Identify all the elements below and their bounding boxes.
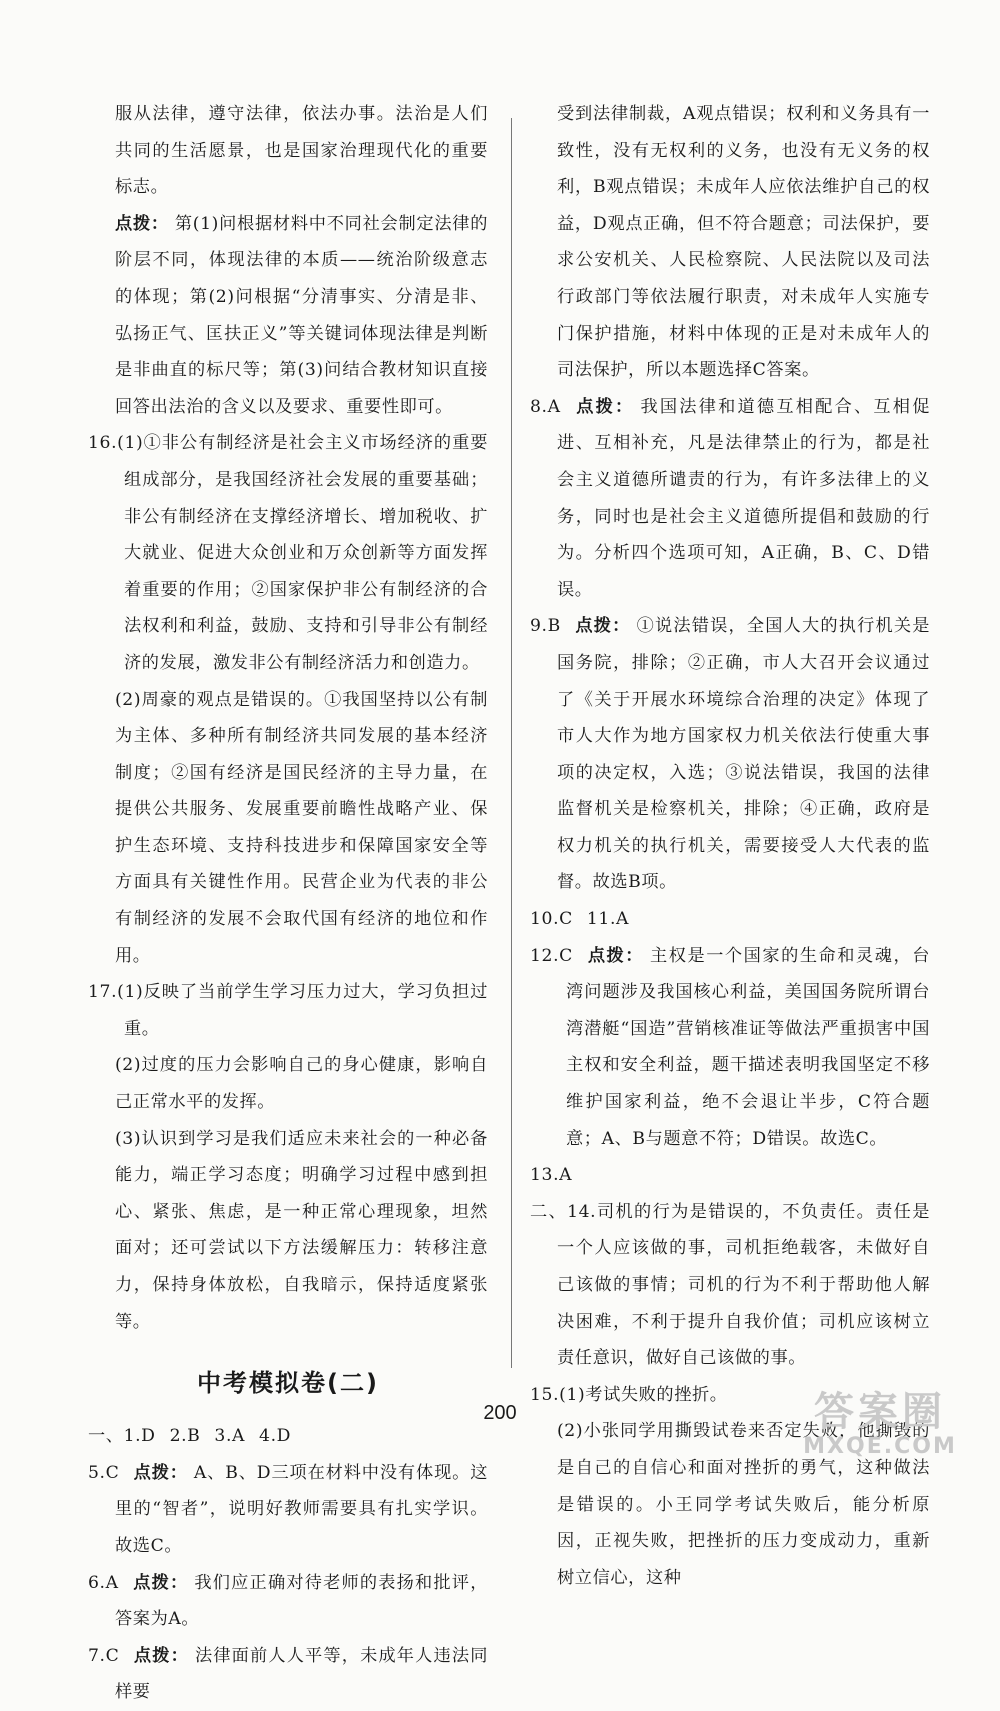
right-column (530, 96, 930, 1596)
hint-label: 点拨： (586, 945, 645, 966)
watermark-title: 答案圈 (814, 1389, 946, 1435)
answer-17-3: (3)认识到学习是我们适应未来社会的一种必备能力，端正学习态度；明确学习过程中感到担心、紧张、焦虑，是一种正常心理现象，坦然面对；还可尝试以下方法缓解压力：转移注意力，保持身体放松，自我暗示，保持适度紧张等。 (115, 1128, 488, 1332)
hint-label: 点拨： (115, 213, 169, 234)
answer-14: 二、14.司机的行为是错误的，不负责任。责任是一个人应该做的事，司机拒绝载客，未做好自己该做的事情；司机的行为不利于帮助他人解决困难，不利于提升自我价值；司机应该树立责任意识，做好自己该做的事。 (530, 1201, 930, 1369)
answer-7: 7.C 点拨： 法律面前人人平等，未成年人违法同样要 (88, 1645, 488, 1703)
hint-label: 点拨： (133, 1462, 188, 1483)
answer-16-1: 16.(1)①非公有制经济是社会主义市场经济的重要组成部分，是我国经济社会发展的重要基础；非公有制经济在支撑经济增长、增加税收、扩大就业、促进大众创业和万众创新等方面发挥着重要的作用；②国家保护非公有制经济的合法权利和利益，鼓励、支持和引导非公有制经济的发展，激发非公有制经济活力和创造力。 (88, 433, 488, 673)
answer-16-2: (2)周豪的观点是错误的。①我国坚持以公有制为主体、多种所有制经济共同发展的基本经济制度；②国有经济是国民经济的主导力量，在提供公共服务、发展重要前瞻性战略产业、保护生态环境、支持科技进步和保障国家安全等方面具有关键性作用。民营企业为代表的非公有制经济的发展不会取代国有经济的地位和作用。 (115, 689, 488, 966)
left-column (88, 96, 488, 1711)
answers-10-11: 10.C 11.A (530, 909, 630, 930)
watermark-url: MXQE.COM (803, 1434, 957, 1459)
answer-6: 6.A 点拨： 我们应正确对待老师的表扬和批评，答案为A。 (88, 1572, 488, 1630)
watermark-logo (780, 1390, 980, 1470)
continuation-text: 服从法律，遵守法律，依法办事。法治是人们共同的生活愿景，也是国家治理现代化的重要标志。 (115, 104, 488, 198)
column-divider (511, 118, 512, 1368)
hint-paragraph (88, 206, 488, 426)
answer-13: 13.A (530, 1165, 573, 1186)
answer-8: 8.A 点拨： 我国法律和道德互相配合、互相促进、互相补充，凡是法律禁止的行为，都是社会主义道德所谴责的行为，有许多法律上的义务，同时也是社会主义道德所提倡和鼓励的行为。分析四个选项可知，A正确，B、C、D错误。 (530, 396, 930, 600)
answer-9: 9.B 点拨： ①说法错误，全国人大的执行机关是国务院，排除；②正确，市人大召开会议通过了《关于开展水环境综合治理的决定》体现了市人大作为地方国家权力机关依法行使重大事项的决定权，入选；③说法错误，我国的法律监督机关是检察机关，排除；④正确，政府是权力机关的执行机关，需要接受人大代表的监督。故选B项。 (530, 616, 930, 893)
section-title: 中考模拟卷(二) (197, 1369, 379, 1398)
hint-label: 点拨： (574, 396, 635, 417)
answer-17-2: (2)过度的压力会影响自己的身心健康，影响自己正常水平的发挥。 (115, 1055, 488, 1113)
answer-15-1: 15.(1)考试失败的挫折。 (530, 1384, 728, 1405)
hint-label: 点拨： (132, 1572, 189, 1593)
answer-12: 12.C 点拨： 主权是一个国家的生命和灵魂，台湾问题涉及我国核心利益，美国国务院所谓台湾潜艇“国造”营销核准证等做法严重损害中国主权和安全利益，题干描述表明我国坚定不移维护国家利益，绝不会退让半步，C符合题意；A、B与题意不符；D错误。故选C。 (530, 945, 930, 1149)
hint-label: 点拨： (574, 616, 631, 637)
answer-15-2: (2)小张同学用撕毁试卷来否定失败，他撕毁的是自己的自信心和面对挫折的勇气，这种做法是错误的。小王同学考试失败后，能分析原因，正视失败，把挫折的压力变成动力，重新树立信心，这种 (557, 1421, 930, 1588)
answer-7-continued: 受到法律制裁，A观点错误；权利和义务具有一致性，没有无权利的义务，也没有无义务的权利，B观点错误；未成年人应依法维护自己的权益，D观点正确，但不符合题意；司法保护，要求公安机关、人民检察院、人民法院以及司法行政部门等依法履行职责，对未成年人实施专门保护措施，材料中体现的正是对未成年人的司法保护，所以本题选择C答案。 (557, 104, 930, 381)
hint-text: 第(1)问根据材料中不同社会制定法律的阶层不同，体现法律的本质——统治阶级意志的体现；第(2)问根据“分清事实、分清是非、弘扬正气、匡扶正义”等关键词体现法律是判断是非曲直的标尺等；第(3)问结合教材知识直接回答出法治的含义以及要求、重要性即可。 (115, 213, 488, 417)
hint-label: 点拨： (133, 1645, 189, 1666)
page-number: 200 (483, 1402, 517, 1424)
multiple-choice-answers: 一、1.D 2.B 3.A 4.D (88, 1426, 292, 1447)
answer-17-1: 17.(1)反映了当前学生学习压力过大，学习负担过重。 (88, 982, 488, 1039)
answer-5: 5.C 点拨： A、B、D三项在材料中没有体现。这里的“智者”，说明好教师需要具有扎实学识。故选C。 (88, 1462, 488, 1556)
